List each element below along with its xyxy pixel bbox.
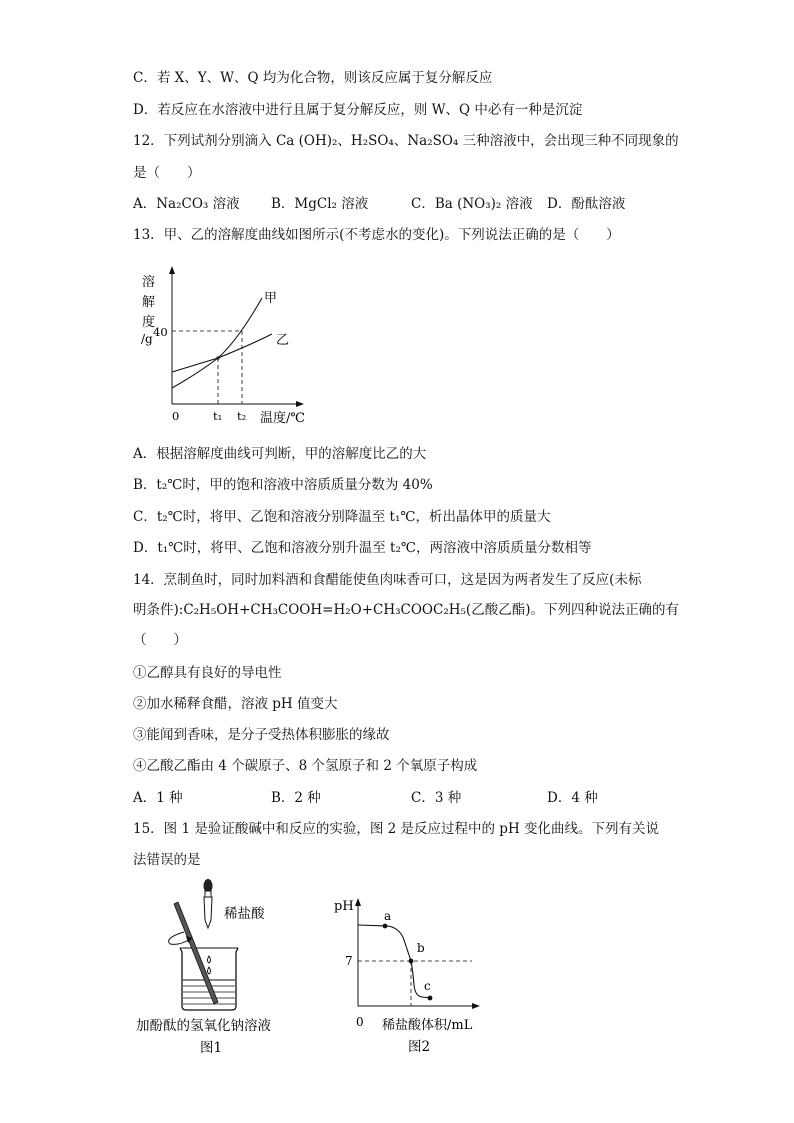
q14-statement-3: ③能闻到香味，是分子受热体积膨胀的缘故 bbox=[133, 727, 390, 743]
curve-yi-label: 乙 bbox=[276, 333, 290, 348]
ph-y-axis-arrow bbox=[355, 898, 361, 906]
point-c bbox=[428, 996, 433, 1001]
q12-option-b: B．MgCl₂ 溶液 bbox=[271, 196, 369, 212]
intersection-point bbox=[216, 356, 219, 359]
dropper-neck bbox=[205, 891, 211, 897]
q14-option-c: C．3 种 bbox=[411, 790, 462, 806]
ph-origin: 0 bbox=[356, 1015, 364, 1029]
q12-option-d: D．酚酞溶液 bbox=[547, 196, 626, 212]
q11-option-d: D．若反应在水溶液中进行且属于复分解反应，则 W、Q 中必有一种是沉淀 bbox=[133, 102, 583, 118]
q13-option-c: C．t₂℃时，将甲、乙饱和溶液分别降温至 t₁℃，析出晶体甲的质量大 bbox=[133, 509, 551, 525]
q13-option-b: B．t₂℃时，甲的饱和溶液中溶质质量分数为 40% bbox=[133, 477, 433, 493]
q14-stem-line3: （ ） bbox=[133, 632, 187, 648]
y-label-4: /g bbox=[141, 332, 153, 346]
x-label: 温度/℃ bbox=[260, 411, 305, 426]
beaker-label: 加酚酞的氢氧化钠溶液 bbox=[136, 1018, 271, 1034]
q13-option-d: D．t₁℃时，将甲、乙饱和溶液分别升温至 t₂℃，两溶液中溶质质量分数相等 bbox=[133, 540, 592, 556]
q14-option-b: B．2 种 bbox=[271, 790, 321, 806]
dropper-tube bbox=[204, 897, 212, 928]
q14-statement-2: ②加水稀释食醋，溶液 pH 值变大 bbox=[133, 696, 338, 712]
q14-stem-line1: 14．烹制鱼时，同时加料酒和食醋能使鱼肉味香可口，这是因为两者发生了反应(未标 bbox=[133, 572, 642, 588]
y-label-2: 解 bbox=[142, 295, 156, 310]
q12-option-c: C．Ba (NO₃)₂ 溶液 bbox=[411, 196, 533, 212]
ph-y-tick-7: 7 bbox=[345, 954, 353, 968]
dropper-label: 稀盐酸 bbox=[224, 906, 265, 922]
q12-stem-line1: 12．下列试剂分别滴入 Ca (OH)₂、H₂SO₄、Na₂SO₄ 三种溶液中，会出现三种不同现象的 bbox=[133, 133, 679, 149]
q13-stem: 13．甲、乙的溶解度曲线如图所示(不考虑水的变化)。下列说法正确的是（ ） bbox=[133, 227, 620, 243]
q12-option-a: A．Na₂CO₃ 溶液 bbox=[133, 196, 240, 212]
drop-1 bbox=[208, 956, 211, 963]
q14-statement-4: ④乙酸乙酯由 4 个碳原子、8 个氢原子和 2 个氧原子构成 bbox=[133, 758, 478, 774]
q13-option-a: A．根据溶解度曲线可判断，甲的溶解度比乙的大 bbox=[133, 446, 427, 462]
q12-stem-line2: 是（ ） bbox=[133, 165, 201, 181]
solubility-graph bbox=[138, 262, 318, 430]
y-label-1: 溶 bbox=[142, 275, 156, 290]
origin-label: 0 bbox=[172, 409, 180, 423]
point-c-label: c bbox=[424, 979, 431, 993]
q14-stem-line2: 明条件):C₂H₅OH+CH₃COOH=H₂O+CH₃COOC₂H₅(乙酸乙酯)。下列四种说法正确的有 bbox=[133, 602, 679, 618]
drop-2 bbox=[208, 967, 211, 974]
point-b bbox=[409, 959, 414, 964]
ph-curve bbox=[358, 925, 430, 998]
figure-1-caption: 图1 bbox=[200, 1040, 223, 1056]
curve-yi bbox=[172, 334, 272, 372]
x-tick-t1: t₁ bbox=[213, 409, 223, 423]
ph-y-label: pH bbox=[334, 899, 354, 914]
figure-2-caption: 图2 bbox=[408, 1039, 431, 1055]
figure-1-experiment bbox=[130, 872, 300, 1060]
curve-jia bbox=[172, 298, 262, 388]
point-a bbox=[383, 924, 388, 929]
point-b-label: b bbox=[417, 941, 425, 955]
ph-x-label: 稀盐酸体积/mL bbox=[382, 1018, 473, 1033]
q14-option-d: D．4 种 bbox=[547, 790, 598, 806]
x-tick-t2: t₂ bbox=[237, 409, 247, 423]
q15-stem-line2: 法错误的是 bbox=[133, 852, 201, 868]
ph-x-axis-arrow bbox=[472, 1003, 480, 1009]
y-axis-arrow bbox=[169, 266, 175, 274]
q14-statement-1: ①乙醇具有良好的导电性 bbox=[133, 665, 282, 681]
y-tick-40: 40 bbox=[153, 325, 168, 339]
point-a-label: a bbox=[384, 909, 392, 923]
y-label-3: 度 bbox=[142, 315, 156, 330]
q15-stem-line1: 15．图 1 是验证酸碱中和反应的实验，图 2 是反应过程中的 pH 变化曲线。下列有关说 bbox=[133, 821, 660, 837]
q14-option-a: A．1 种 bbox=[133, 790, 183, 806]
figure-2-ph-curve bbox=[330, 890, 490, 1060]
x-axis-arrow bbox=[296, 401, 304, 407]
curve-jia-label: 甲 bbox=[264, 291, 278, 306]
q11-option-c: C．若 X、Y、W、Q 均为化合物，则该反应属于复分解反应 bbox=[133, 70, 493, 86]
